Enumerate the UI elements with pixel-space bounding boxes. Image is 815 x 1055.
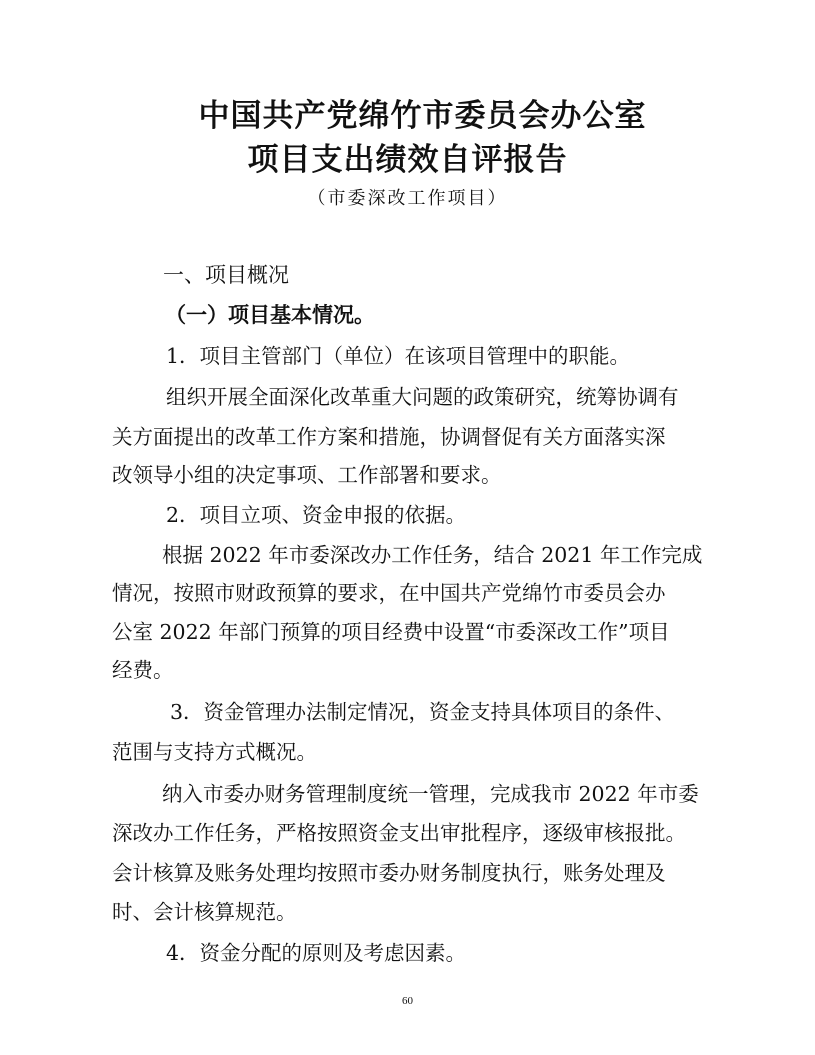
document-title-line-1: 中国共产党绵竹市委员会办公室 (198, 98, 647, 134)
item3-heading-line: 3．资金管理办法制定情况，资金支持具体项目的条件、 (170, 700, 676, 724)
item3-body-line: 时、会计核算规范。 (112, 900, 297, 924)
page-number: 60 (402, 995, 413, 1007)
subsection-heading: （一）项目基本情况。 (165, 302, 375, 327)
item2-body-line: 情况，按照市财政预算的要求，在中国共产党绵竹市委员会办 (112, 581, 666, 605)
document-subtitle: （市委深改工作项目） (307, 188, 508, 209)
section-heading: 一、项目概况 (163, 263, 289, 287)
item3-heading-line: 范围与支持方式概况。 (112, 740, 317, 764)
item1-heading: 1．项目主管部门（单位）在该项目管理中的职能。 (166, 344, 631, 368)
item1-body-line: 改领导小组的决定事项、工作部署和要求。 (112, 463, 502, 487)
item1-body-line: 组织开展全面深化改革重大问题的政策研究，统筹协调有 (166, 385, 679, 409)
item2-heading: 2．项目立项、资金申报的依据。 (166, 503, 467, 527)
item2-body-line: 经费。 (112, 658, 174, 682)
item4-heading: 4．资金分配的原则及考虑因素。 (166, 941, 467, 965)
item3-body-line: 深改办工作任务，严格按照资金支出审批程序，逐级审核报批。 (112, 821, 686, 845)
item1-body-line: 关方面提出的改革工作方案和措施，协调督促有关方面落实深 (112, 425, 666, 449)
document-title-line-2: 项目支出绩效自评报告 (247, 142, 568, 178)
item3-body-line: 纳入市委办财务管理制度统一管理，完成我市 2022 年市委 (162, 782, 699, 806)
item2-body-line: 公室 2022 年部门预算的项目经费中设置“市委深改工作”项目 (112, 620, 670, 644)
item3-body-line: 会计核算及账务处理均按照市委办财务制度执行，账务处理及 (112, 861, 666, 885)
item2-body-line: 根据 2022 年市委深改办工作任务，结合 2021 年工作完成 (162, 543, 703, 567)
